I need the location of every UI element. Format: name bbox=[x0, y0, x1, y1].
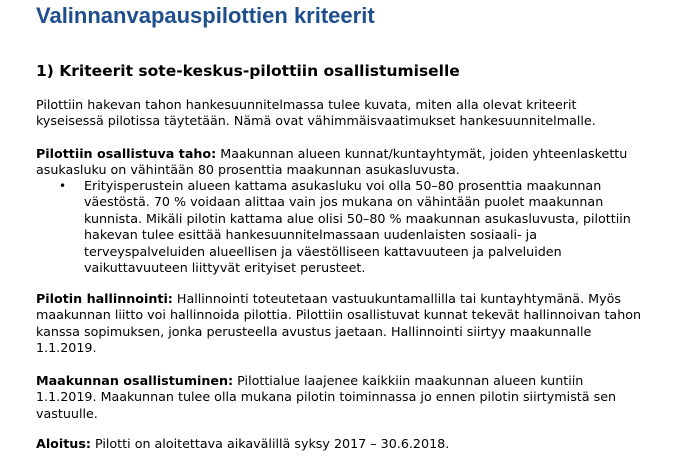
county-text: Pilottialue laajenee kaikkiin maakunnan alueen kuntiin bbox=[233, 373, 584, 388]
bullet-line: vaikuttavuuteen liittyvät erityiset perusteet. bbox=[84, 260, 366, 276]
participant-label: Pilottiin osallistuva taho: bbox=[36, 146, 217, 161]
bullet-line: kunnista. Mikäli pilotin kattama alue olisi 50–80 % maakunnan asukasluvusta, pilottiin bbox=[84, 210, 631, 226]
intro-line: Pilottiin hakevan tahon hankesuunnitelmassa tulee kuvata, miten alla olevat kriteerit bbox=[36, 97, 577, 112]
bullet-line: Erityisperustein alueen kattama asukasluku voi olla 50–80 prosenttia maakunnan bbox=[84, 178, 602, 193]
participant-paragraph bbox=[36, 146, 627, 179]
page-title: Valinnanvapauspilottien kriteerit bbox=[36, 3, 375, 28]
administration-text: Hallinnointi toteutetaan vastuukuntamallilla tai kuntayhtymänä. Myös bbox=[172, 291, 621, 306]
start-line bbox=[36, 436, 449, 452]
start-label: Aloitus: bbox=[36, 436, 91, 451]
bullet-text bbox=[84, 178, 631, 276]
bullet-line: väestöstä. 70 % voidaan alittaa vain jos mukana on vähintään puolet maakunnan bbox=[84, 194, 604, 210]
participant-first-line bbox=[36, 146, 627, 162]
county-line: vastuulle. bbox=[36, 405, 98, 421]
start-paragraph bbox=[36, 436, 449, 452]
administration-label: Pilotin hallinnointi: bbox=[36, 291, 173, 306]
start-text: Pilotti on aloitettava aikavälillä syksy 2017 – 30.6.2018. bbox=[90, 436, 450, 451]
administration-line: kanssa sopimuksen, jonka perusteella avustus jaetaan. Hallinnointi siirtyy maakunnalle bbox=[36, 323, 592, 339]
county-paragraph bbox=[36, 373, 616, 422]
county-label: Maakunnan osallistuminen: bbox=[36, 373, 234, 388]
intro-line: kyseisessä pilotissa täytetään. Nämä ovat vähimmäisvaatimukset hankesuunnitelmalle. bbox=[36, 113, 596, 129]
administration-first-line bbox=[36, 291, 641, 307]
administration-paragraph bbox=[36, 291, 641, 357]
bullet-line: terveyspalveluiden alueellisen ja väestölliseen kattavuuteen ja palveluiden bbox=[84, 243, 562, 259]
administration-line: maakunnan liitto voi hallinnoida pilottia. Pilottiin osallistuvat kunnat tekevät hallinnoivan tahon bbox=[36, 307, 642, 323]
bullet-line: hakevan tulee esittää hankesuunnitelmassaan uudenlaisten sosiaali- ja bbox=[84, 227, 537, 243]
section-heading: 1) Kriteerit sote-keskus-pilottiin osallistumiselle bbox=[36, 62, 460, 80]
county-line: 1.1.2019. Maakunnan tulee olla mukana pilotin toiminnassa jo ennen pilotin siirtymistä sen bbox=[36, 389, 617, 405]
county-first-line bbox=[36, 373, 616, 389]
participant-text: Maakunnan alueen kunnat/kuntayhtymät, joiden yhteenlaskettu bbox=[216, 146, 628, 161]
administration-line: 1.1.2019. bbox=[36, 340, 97, 356]
intro-paragraph bbox=[36, 97, 596, 130]
participant-line: asukasluku on vähintään 80 prosenttia maakunnan asukasluvusta. bbox=[36, 162, 460, 178]
bullet-icon: • bbox=[59, 179, 67, 193]
